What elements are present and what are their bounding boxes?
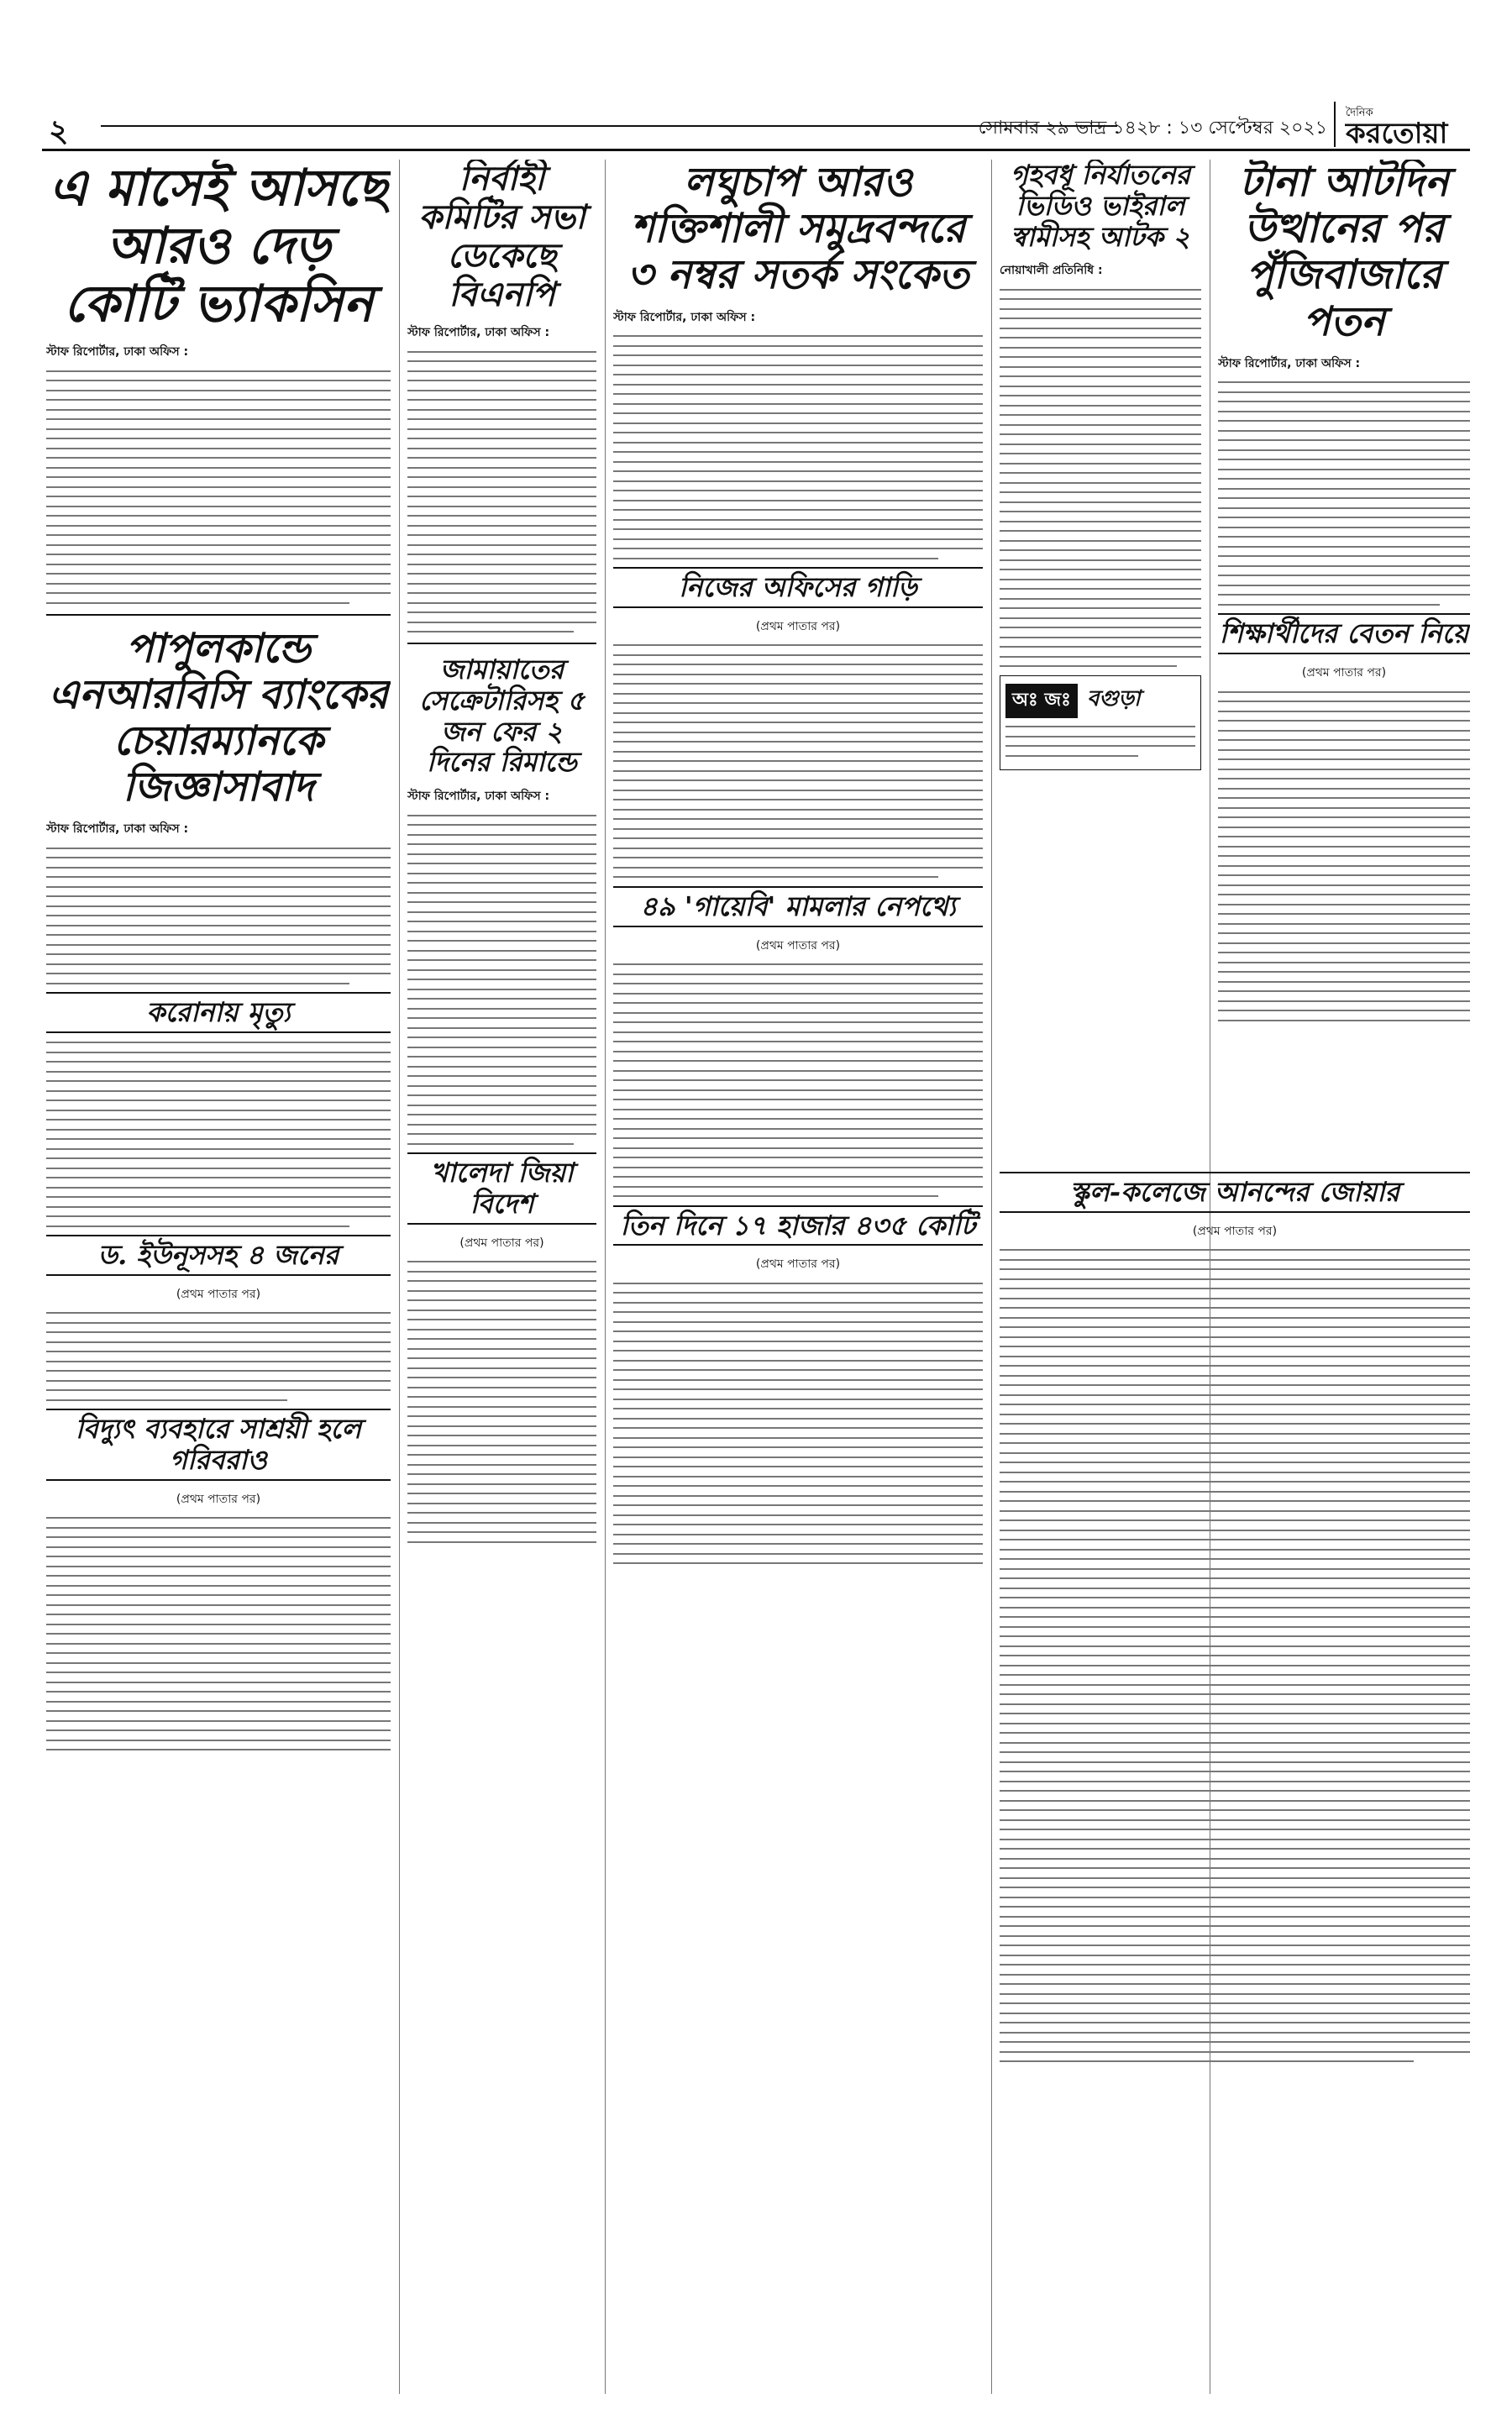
headline-yunus: ড. ইউনূসসহ ৪ জনের [46, 1235, 391, 1276]
headline-school-college: স্কুল-কলেজে আনন্দের জোয়ার [1000, 1172, 1470, 1213]
bogura-notice [1000, 675, 1201, 771]
article-text-papul [46, 848, 391, 984]
article-text-weather [613, 335, 983, 559]
headline-bnp: নির্বাহী কমিটির সভা ডেকেছে বিএনপি [418, 160, 585, 314]
continued-label: (প্রথম পাতার পর) [755, 619, 841, 633]
article-text-17000-crore [613, 1283, 983, 1565]
header-rule [101, 125, 1117, 127]
headline-video-viral: গৃহবধূ নির্যাতনের ভিডিও ভাইরাল স্বামীসহ আটক ২ [1010, 160, 1191, 253]
headline-office-car: নিজের অফিসের গাড়ি [613, 567, 983, 608]
byline-stock: স্টাফ রিপোর্টার, ঢাকা অফিস : [1218, 356, 1361, 370]
article-text-noakhali [1000, 289, 1201, 668]
notice-title: বগুড়া [1086, 685, 1141, 711]
divider [407, 643, 596, 644]
headline-corona: করোনায় মৃত্যু [46, 992, 391, 1033]
article-text-bnp [407, 351, 596, 633]
article-text-stock [1218, 381, 1470, 606]
headline-jamaat: জামায়াতের সেক্রেটারিসহ ৫ জন ফের ২ দিনের রিমান্ডে [418, 653, 585, 779]
continued-label: (প্রথম পাতার পর) [755, 938, 841, 953]
article-text-office-car [613, 644, 983, 878]
headline-stock: টানা আটদিন উত্থানের পর পুঁজিবাজারে পতন [1239, 160, 1449, 345]
byline-noakhali: নোয়াখালী প্রতিনিধি : [1000, 264, 1103, 278]
byline-papul: স্টাফ রিপোর্টার, ঢাকা অফিস : [46, 822, 189, 837]
page-header [42, 105, 1470, 151]
article-text-corona [46, 1042, 391, 1227]
continued-label: (প্রথম পাতার পর) [459, 1236, 544, 1250]
headline-papul: পাপুলকান্ডে এনআরবিসি ব্যাংকের চেয়ারম্যানকে জিজ্ঞাসাবাদ [48, 624, 389, 811]
article-text-gayebi [613, 963, 983, 1197]
article-text-school-college [1000, 1249, 1470, 2062]
headline-electricity: বিদ্যুৎ ব্যবহারে সাশ্রয়ী হলে গরিবরাও [46, 1409, 391, 1481]
school-college-section [1000, 1172, 1470, 2394]
article-text-jamaat [407, 815, 596, 1145]
column-rule [605, 160, 606, 2394]
logo-main-text: করতোয়া [1346, 117, 1448, 150]
page-number: ২ [49, 113, 69, 149]
headline-gayebi: ৪৯ 'গায়েবি' মামলার নেপথ্যে [613, 886, 983, 927]
byline-jamaat: স্টাফ রিপোর্টার, ঢাকা অফিস : [407, 790, 550, 804]
headline-salary: শিক্ষার্থীদের বেতন নিয়ে [1218, 613, 1470, 654]
column-rule [399, 160, 400, 2394]
column-2 [407, 160, 596, 2394]
byline-weather: স্টাফ রিপোর্টার, ঢাকা অফিস : [613, 310, 756, 324]
continued-label: (প্রথম পাতার পর) [176, 1287, 261, 1301]
divider [46, 614, 391, 616]
continued-label: (প্রথম পাতার পর) [755, 1257, 841, 1272]
column-1 [46, 160, 391, 2394]
newspaper-logo [1334, 102, 1470, 150]
article-text-khaleda [407, 1261, 596, 1543]
article-text-salary [1218, 691, 1470, 1021]
continued-label: (প্রথম পাতার পর) [1192, 1224, 1278, 1238]
byline-vaccine: স্টাফ রিপোর্টার, ঢাকা অফিস : [46, 345, 189, 359]
notice-badge: অঃ জঃ [1005, 684, 1078, 718]
headline-17000-crore: তিন দিনে ১৭ হাজার ৪৩৫ কোটি [613, 1205, 983, 1246]
article-text-vaccine [46, 370, 391, 604]
logo-small-text: দৈনিক [1346, 107, 1373, 119]
continued-label: (প্রথম পাতার পর) [1301, 666, 1387, 680]
byline-bnp: স্টাফ রিপোর্টার, ঢাকা অফিস : [407, 326, 550, 339]
headline-khaleda: খালেদা জিয়া বিদেশ [407, 1152, 596, 1225]
continued-label: (প্রথম পাতার পর) [176, 1492, 261, 1506]
headline-weather: লঘুচাপ আরও শক্তিশালী সমুদ্রবন্দরে ৩ নম্বর সতর্ক সংকেত [627, 160, 969, 299]
article-text-electricity [46, 1517, 391, 1750]
headline-vaccine: এ মাসেই আসছে আরও দেড় কোটি ভ্যাকসিন [49, 160, 388, 333]
date-line: সোমবার ২৯ ভাদ্র ১৪২৮ : ১৩ সেপ্টেম্বর ২০২১ [978, 118, 1327, 139]
column-rule [991, 160, 992, 2394]
column-3 [613, 160, 983, 2394]
article-text-yunus [46, 1312, 391, 1401]
